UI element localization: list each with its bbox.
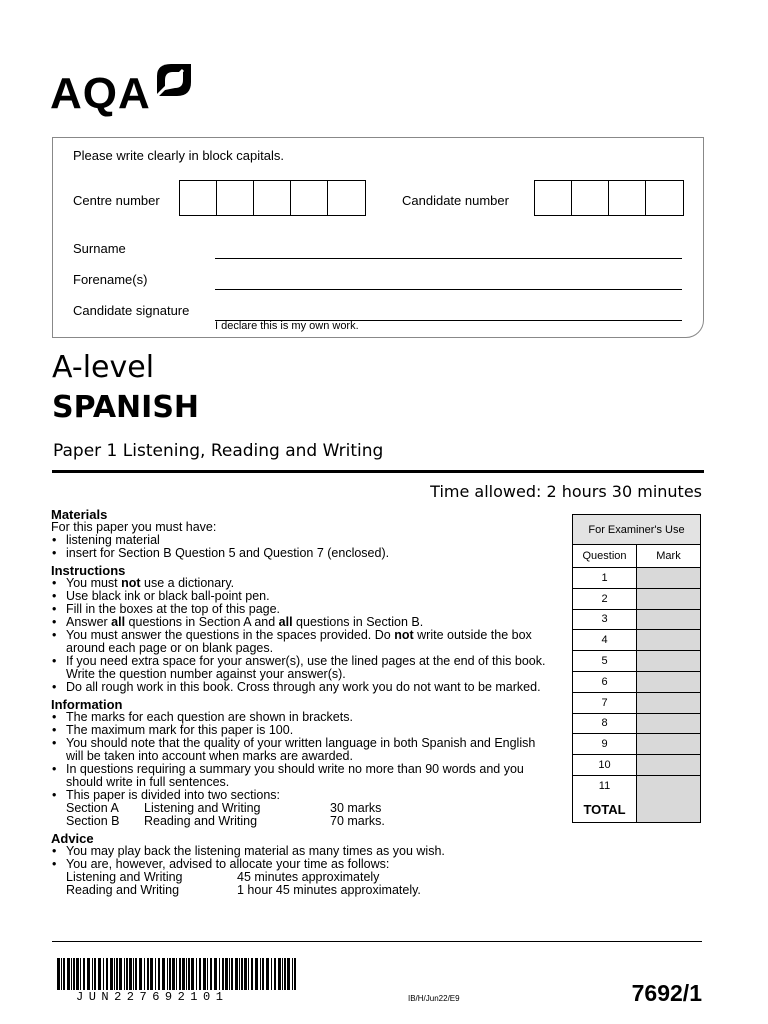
list-item: • Use black ink or black ball-point pen. [51,590,551,603]
list-item: • insert for Section B Question 5 and Question 7 (enclosed). [51,547,551,560]
list-item: • listening material [51,534,551,547]
list-item: • You must not use a dictionary. [51,577,551,590]
table-row [573,651,700,672]
signature-label: Candidate signature [73,303,190,318]
section-desc: Reading and Writing [144,814,258,828]
list-item: • Do all rough work in this book. Cross through any work you do not want to be marked. [51,681,551,694]
question-number: 4 [573,630,637,650]
list-item: • You should note that the quality of your written language in both Spanish and English will be taken into account when marks are awarded. [51,737,551,763]
list-item: • This paper is divided into two sections: [51,789,551,802]
exam-instructions [51,508,551,897]
time-part: Listening and Writing [66,870,183,884]
surname-line[interactable] [215,258,682,259]
candidate-number-boxes[interactable] [534,180,684,216]
mark-cell [637,672,700,692]
block-capitals-instruction: Please write clearly in block capitals. [73,148,284,163]
centre-digit-box[interactable] [180,181,217,215]
list-item: • In questions requiring a summary you should write no more than 90 words and you should write in full sentences. [51,763,551,789]
mark-cell [637,568,700,588]
candidate-digit-box[interactable] [572,181,609,215]
centre-digit-box[interactable] [254,181,291,215]
forename-line[interactable] [215,289,682,290]
list-item: • Fill in the boxes at the top of this page. [51,603,551,616]
table-row [573,589,700,610]
table-row [573,693,700,714]
question-column-header: Question [573,545,637,567]
section-marks: 30 marks [330,801,382,815]
question-number: 2 [573,589,637,609]
candidate-digit-box[interactable] [609,181,646,215]
total-row [573,797,700,822]
sections-table [51,802,551,828]
table-row [573,714,700,735]
paper-code: 7692/1 [631,980,702,1006]
candidate-digit-box[interactable] [646,181,683,215]
surname-label: Surname [73,241,126,256]
table-row [573,630,700,651]
mark-cell [637,734,700,754]
centre-digit-box[interactable] [328,181,365,215]
centre-digit-box[interactable] [291,181,328,215]
question-number: 1 [573,568,637,588]
list-item: • You must answer the questions in the spaces provided. Do not write outside the box around each page or on blank pages. [51,629,551,655]
time-value: 1 hour 45 minutes approximately. [237,883,421,897]
candidate-details-box [52,137,704,338]
time-value: 45 minutes approximately [237,870,380,884]
table-row [573,672,700,693]
mark-cell [637,755,700,775]
mark-cell [637,693,700,713]
question-number: 7 [573,693,637,713]
section-name: Section B [66,814,120,828]
qualification-level: A-level [52,350,155,385]
candidate-number-label: Candidate number [402,193,509,208]
materials-list [51,534,551,560]
advice-list [51,845,551,871]
list-item: • The maximum mark for this paper is 100. [51,724,551,737]
question-number: 8 [573,714,637,734]
advice-heading: Advice [51,831,94,846]
list-item: • The marks for each question are shown in brackets. [51,711,551,724]
section-desc: Listening and Writing [144,801,261,815]
logo-text: AQA [50,69,151,118]
total-label: TOTAL [573,797,637,822]
information-list [51,711,551,802]
question-number: 5 [573,651,637,671]
list-item: • You are, however, advised to allocate your time as follows: [51,858,551,871]
instructions-heading: Instructions [51,563,126,578]
instructions-list [51,577,551,694]
time-part: Reading and Writing [66,883,180,897]
paper-reference: IB/H/Jun22/E9 [408,994,460,1003]
examiner-use-table [572,514,701,823]
mark-cell [637,651,700,671]
subject-title: SPANISH [52,390,200,425]
question-number: 9 [573,734,637,754]
question-number: 10 [573,755,637,775]
section-marks: 70 marks. [330,814,385,828]
information-heading: Information [51,697,123,712]
barcode-image [57,958,297,990]
table-row [573,734,700,755]
materials-intro: For this paper you must have: [51,520,217,534]
examiner-table-header [573,545,700,568]
table-row [573,568,700,589]
question-number: 6 [573,672,637,692]
examiner-table-title: For Examiner's Use [573,515,700,545]
time-allowed: Time allowed: 2 hours 30 minutes [430,482,702,501]
mark-cell [637,589,700,609]
table-row [573,755,700,776]
mark-cell [637,610,700,630]
centre-number-label: Centre number [73,193,160,208]
centre-number-boxes[interactable] [179,180,366,216]
time-allocation [51,871,551,897]
mark-cell [637,630,700,650]
list-item: • You may play back the listening material as many times as you wish. [51,845,551,858]
leaf-logo-icon [153,62,193,98]
paper-title: Paper 1 Listening, Reading and Writing [53,441,384,461]
title-divider [52,470,704,473]
aqa-logo [50,62,193,116]
question-number: 3 [573,610,637,630]
total-mark-cell [637,797,700,822]
mark-cell [637,776,700,797]
barcode-text: JUN227692101 [76,990,229,1004]
declaration-text: I declare this is my own work. [215,320,359,332]
table-row [573,610,700,631]
centre-digit-box[interactable] [217,181,254,215]
list-item: • If you need extra space for your answer(s), use the lined pages at the end of this book. Write the question number against your answer(s). [51,655,551,681]
candidate-digit-box[interactable] [535,181,572,215]
footer-divider [52,941,702,942]
table-row [573,776,700,797]
forename-label: Forename(s) [73,272,148,287]
question-number: 11 [573,776,637,797]
section-name: Section A [66,801,119,815]
list-item: • Answer all questions in Section A and all questions in Section B. [51,616,551,629]
mark-column-header: Mark [637,545,700,567]
materials-heading: Materials [51,507,108,522]
mark-cell [637,714,700,734]
